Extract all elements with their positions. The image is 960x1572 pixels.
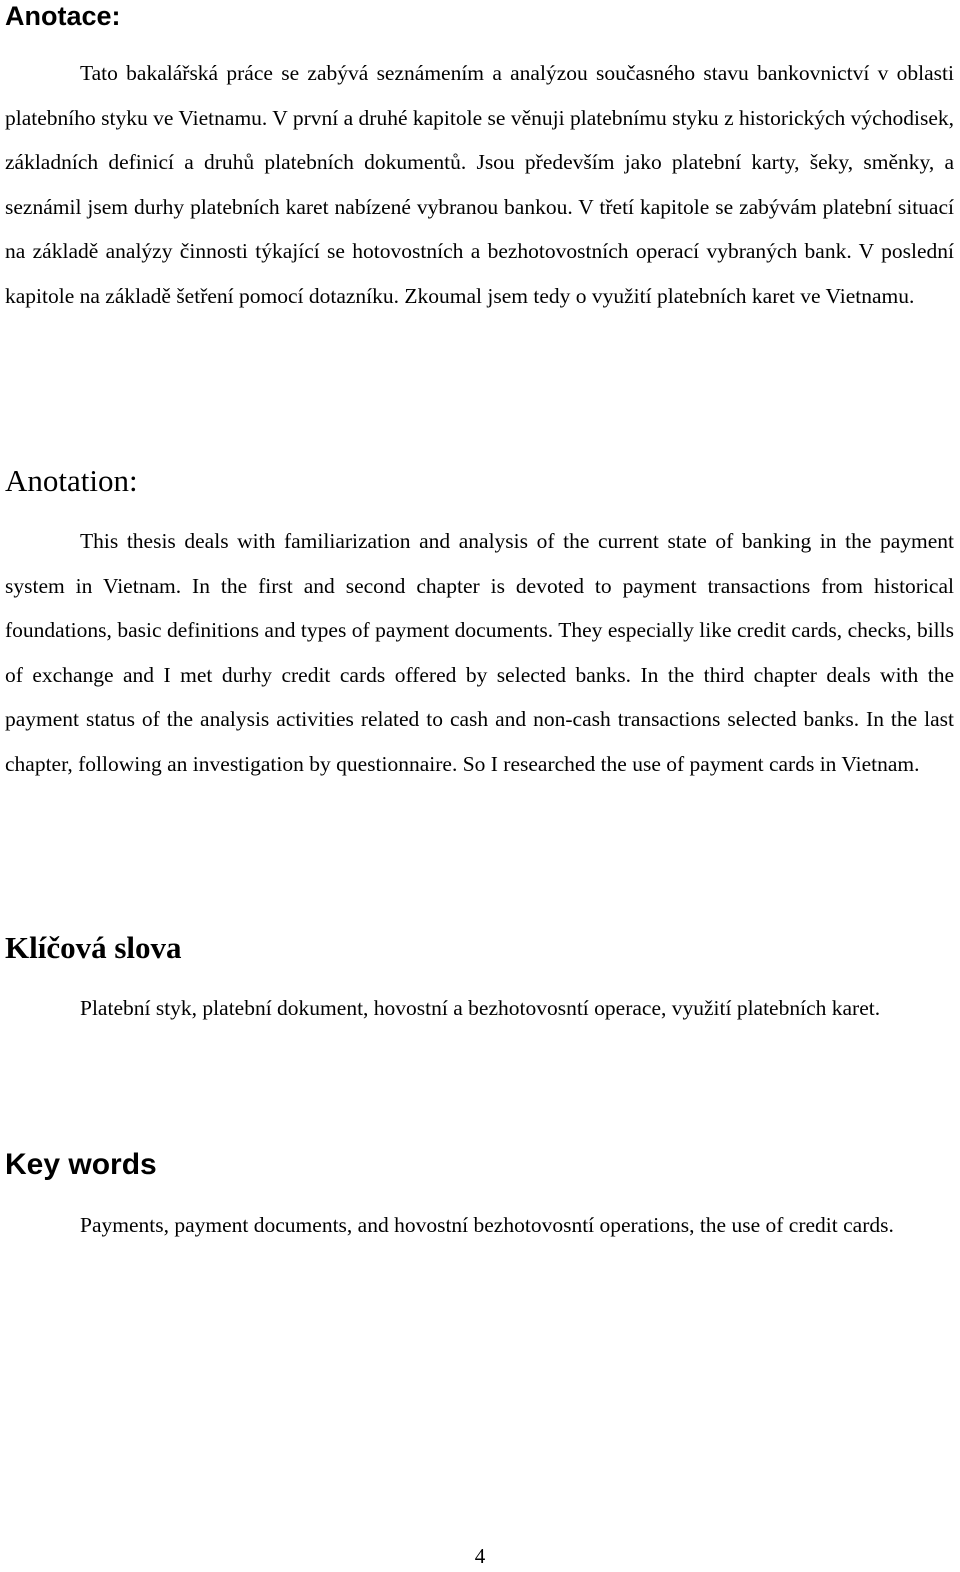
section-anotation	[5, 463, 954, 786]
paragraph-anotace: Tato bakalářská práce se zabývá seznámením a analýzou současného stavu bankovnictví v oblasti platebního styku ve Vietnamu. V první a druhé kapitole se věnuji platebnímu styku z historických východisek, základních definicí a druhů platebních dokumentů. Jsou především jako platební karty, šeky, směnky, a seznámil jsem durhy platebních karet nabízené vybranou bankou. V třetí kapitole se zabývám platební situací na základě analýzy činnosti týkající se hotovostních a bezhotovostních operací vybraných bank. V poslední kapitole na základě šetření pomocí dotazníku. Zkoumal jsem tedy o využití platebních karet ve Vietnamu.	[5, 61, 954, 308]
heading-key-words: Key words	[5, 1148, 157, 1181]
paragraph-anotation: This thesis deals with familiarization and analysis of the current state of banking in the payment system in Vietnam. In the first and second chapter is devoted to payment transactions from historical foundations, basic definitions and types of payment documents. They especially like credit cards, checks, bills of exchange and I met durhy credit cards offered by selected banks. In the third chapter deals with the payment status of the analysis activities related to cash and non-cash transactions selected banks. In the last chapter, following an investigation by questionnaire. So I researched the use of payment cards in Vietnam.	[5, 529, 954, 776]
paragraph-key-words: Payments, payment documents, and hovostní bezhotovosntí operations, the use of credit cards.	[80, 1213, 894, 1237]
page-number: 4	[474, 1544, 486, 1568]
heading-anotation: Anotation:	[5, 463, 138, 498]
section-klicova-slova	[5, 930, 954, 1031]
heading-klicova-slova: Klíčová slova	[5, 930, 182, 965]
section-anotace	[5, 0, 954, 318]
section-key-words	[5, 1147, 954, 1248]
heading-anotace: Anotace:	[5, 1, 121, 31]
paragraph-klicova-slova: Platební styk, platební dokument, hovostní a bezhotovosntí operace, využití platebních karet.	[80, 996, 881, 1020]
